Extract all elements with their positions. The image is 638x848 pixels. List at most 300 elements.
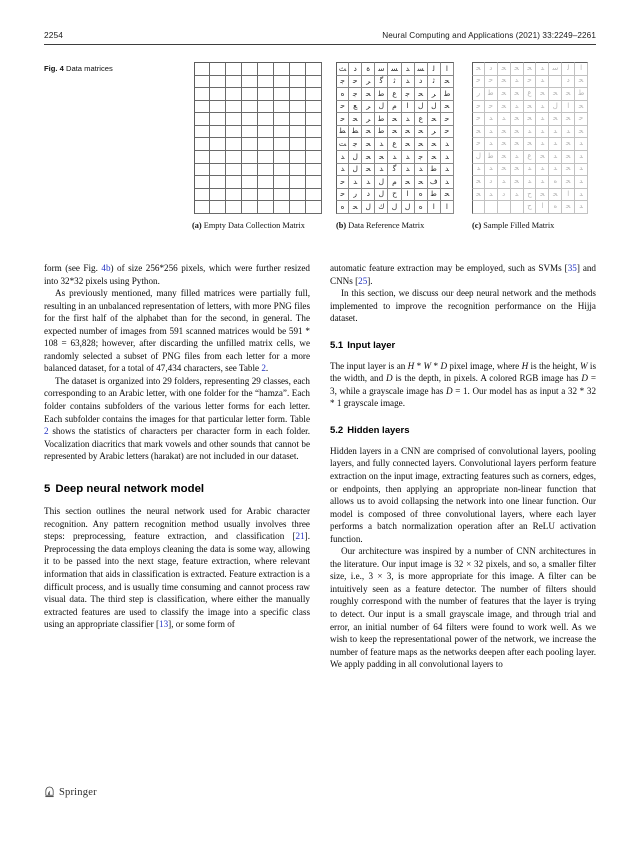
- matrix-cell: ﺤ: [549, 113, 562, 126]
- matrix-cell: ﺪ: [549, 151, 562, 164]
- matrix-cell: ﺤ: [362, 138, 375, 151]
- rpara3-d: pixel image, where: [447, 360, 522, 371]
- para4-part-c: ], or some form of: [168, 619, 235, 630]
- matrix-cell: ﺓ: [362, 62, 375, 76]
- para4-part-b: ]. Preprocessing the data employs cleaning the data is some way, allowing it to be passed into the next stage, feature extraction, where relevant information that aids in classification is extracted. Feature extraction is a difficult process, and is usually time consuming and cannot process raw visual data. The third step is classification, where either the manually extracted features are used to classify the image into a specific class using an appropriate classifier [: [44, 531, 310, 630]
- data-reference-matrix: [336, 62, 454, 214]
- matrix-cell: ﺤ: [511, 164, 524, 177]
- publisher-footer: [44, 786, 97, 798]
- matrix-cell: [194, 201, 210, 214]
- matrix-cell: ﻉ: [388, 88, 401, 101]
- matrix-cell: ﺛ: [388, 76, 401, 89]
- matrix-cell: ﺣ: [336, 101, 349, 114]
- matrix-cell: ﺩ: [485, 176, 498, 189]
- matrix-cell: [290, 151, 306, 164]
- matrix-cell: [210, 151, 226, 164]
- matrix-cell: ﺤ: [498, 88, 511, 101]
- matrix-cell: [274, 126, 290, 139]
- matrix-cell: [194, 88, 210, 101]
- matrix-cell: [290, 113, 306, 126]
- matrix-cell: ﺍ: [402, 189, 415, 202]
- matrix-cell: [274, 164, 290, 177]
- matrix-cell: ﺤ: [498, 101, 511, 114]
- matrix-cell: ﺮ: [362, 113, 375, 126]
- matrix-cell: ﺤ: [549, 189, 562, 202]
- matrix-cell: ﺪ: [441, 176, 454, 189]
- matrix-cell: ﺪ: [524, 176, 537, 189]
- matrix-cell: ﺪ: [402, 76, 415, 89]
- matrix-cell: ﺤ: [472, 126, 485, 139]
- matrix-cell: ﺪ: [402, 151, 415, 164]
- matrix-cell: ﺤ: [575, 101, 588, 114]
- matrix-cell: [306, 176, 322, 189]
- matrix-cell: [210, 113, 226, 126]
- matrix-cell: [274, 76, 290, 89]
- math-var-w2: W: [579, 360, 588, 371]
- matrix-cell: ﻝ: [375, 101, 388, 114]
- matrix-cell: ﻩ: [336, 201, 349, 214]
- matrix-cell: ﺤ: [362, 126, 375, 139]
- section-title-5: Deep neural network model: [55, 482, 205, 495]
- matrix-cell: ﺤ: [402, 126, 415, 139]
- matrix-cell: [290, 101, 306, 114]
- matrix-cell: [290, 189, 306, 202]
- matrix-cell: [194, 76, 210, 89]
- math-var-h2: H: [521, 360, 529, 371]
- matrix-cell: [194, 113, 210, 126]
- figure-cross-reference-4b[interactable]: 4b: [101, 263, 111, 273]
- matrix-cell: ﺟ: [402, 88, 415, 101]
- matrix-cell: [258, 164, 274, 177]
- section-title-5-2: Hidden layers: [347, 424, 410, 436]
- paragraph-filled-matrices: [44, 287, 310, 375]
- matrix-cell: ﺤ: [498, 138, 511, 151]
- matrix-cell: ﺪ: [498, 113, 511, 126]
- matrix-cell: ﺖ: [336, 138, 349, 151]
- matrix-cell: [258, 76, 274, 89]
- empty-data-collection-matrix: [194, 62, 322, 214]
- matrix-cell: ﺤ: [375, 151, 388, 164]
- panel-b-tag: (b): [336, 221, 347, 230]
- matrix-cell: ﺪ: [402, 164, 415, 177]
- matrix-cell: [290, 126, 306, 139]
- matrix-cell: ﺣ: [336, 189, 349, 202]
- matrix-cell: ﺪ: [485, 164, 498, 177]
- section-title-5-1: Input layer: [347, 339, 396, 351]
- paragraph-section-intro: In this section, we discuss our deep neural network and the methods implemented to improve the recognition performance on the Hijja dataset.: [330, 288, 596, 324]
- matrix-cell: ﺤ: [549, 88, 562, 101]
- matrix-cell: ﺪ: [402, 113, 415, 126]
- matrix-cell: ﺤ: [498, 126, 511, 139]
- panel-c-caption: [472, 220, 594, 232]
- matrix-cell: ﻝ: [402, 201, 415, 214]
- matrix-cell: ﺤ: [362, 88, 375, 101]
- matrix-cell: ﺤ: [511, 126, 524, 139]
- matrix-cell: [242, 62, 258, 76]
- matrix-cell: ﺤ: [511, 88, 524, 101]
- matrix-cell: ﺪ: [536, 113, 549, 126]
- matrix-cell: [306, 88, 322, 101]
- matrix-cell: ﺣ: [472, 101, 485, 114]
- journal-citation: Neural Computing and Applications (2021) 33:2249–2261: [382, 31, 596, 40]
- matrix-cell: ﺴ: [388, 62, 401, 76]
- para4-part-a: This section outlines the neural network used for Arabic character recognition. Any pattern recognition method usually involves three steps: preprocessing, feature extraction, and classification [: [44, 506, 310, 542]
- matrix-cell: ﻝ: [362, 201, 375, 214]
- matrix-cell: ﻉ: [415, 113, 428, 126]
- matrix-cell: ﺤ: [562, 176, 575, 189]
- matrix-cell: [226, 88, 242, 101]
- matrix-cell: [210, 189, 226, 202]
- matrix-cell: [226, 189, 242, 202]
- matrix-cell: ﻙ: [375, 201, 388, 214]
- matrix-cell: [306, 151, 322, 164]
- matrix-cell: [210, 201, 226, 214]
- panel-b: [336, 62, 470, 232]
- matrix-cell: ﺍ: [562, 189, 575, 202]
- matrix-cell: ﺪ: [511, 101, 524, 114]
- matrix-cell: [274, 176, 290, 189]
- matrix-cell: ﻝ: [375, 176, 388, 189]
- matrix-cell: ﺴ: [415, 62, 428, 76]
- para1-part-a: form (see Fig.: [44, 263, 102, 273]
- panel-a-tag: (a): [192, 221, 202, 230]
- matrix-cell: [274, 113, 290, 126]
- matrix-cell: ﺪ: [536, 138, 549, 151]
- matrix-cell: [226, 62, 242, 76]
- matrix-cell: ﺪ: [536, 101, 549, 114]
- matrix-cell: ﺤ: [441, 101, 454, 114]
- matrix-cell: ﺮ: [428, 88, 441, 101]
- matrix-cell: [242, 101, 258, 114]
- matrix-cell: [242, 126, 258, 139]
- matrix-cell: [194, 138, 210, 151]
- matrix-cell: [210, 126, 226, 139]
- panel-b-caption-text: Data Reference Matrix: [348, 221, 425, 230]
- matrix-cell: ﺤ: [536, 189, 549, 202]
- matrix-cell: ﺪ: [375, 164, 388, 177]
- matrix-cell: ﻝ: [349, 164, 362, 177]
- matrix-cell: ﺤ: [415, 176, 428, 189]
- matrix-cell: [226, 164, 242, 177]
- matrix-cell: [274, 62, 290, 76]
- matrix-cell: [258, 201, 274, 214]
- springer-knight-icon: [44, 786, 55, 798]
- matrix-cell: [549, 76, 562, 89]
- matrix-cell: ﻃ: [375, 126, 388, 139]
- matrix-cell: ﺪ: [575, 164, 588, 177]
- matrix-cell: [306, 62, 322, 76]
- matrix-cell: ﺩ: [562, 76, 575, 89]
- matrix-cell: ﻁ: [575, 88, 588, 101]
- matrix-cell: ﺣ: [336, 113, 349, 126]
- matrix-cell: [290, 88, 306, 101]
- matrix-cell: ﻑ: [428, 176, 441, 189]
- section-number-5-1: 5.1: [330, 339, 344, 351]
- matrix-cell: ﺣ: [575, 113, 588, 126]
- matrix-cell: ﺳ: [549, 62, 562, 76]
- matrix-cell: ﺍ: [536, 201, 549, 214]
- matrix-cell: ﺩ: [498, 189, 511, 202]
- panel-c-caption-text: Sample Filled Matrix: [483, 221, 555, 230]
- matrix-cell: ﻁ: [441, 88, 454, 101]
- table-cross-reference-2b[interactable]: 2: [44, 426, 49, 437]
- page-number: 2254: [44, 30, 64, 40]
- matrix-cell: ﺍ: [575, 62, 588, 76]
- matrix-cell: [258, 88, 274, 101]
- matrix-cell: ﺤ: [524, 138, 537, 151]
- matrix-cell: ﺤ: [536, 151, 549, 164]
- matrix-cell: ﺪ: [536, 126, 549, 139]
- panel-c-tag: (c): [472, 221, 482, 230]
- matrix-cell: [226, 138, 242, 151]
- matrix-cell: ﺩ: [349, 62, 362, 76]
- rpara3-c: *: [431, 360, 441, 371]
- header-rule: [44, 44, 596, 45]
- matrix-cell: ﺣ: [472, 138, 485, 151]
- matrix-cell: ﺤ: [472, 62, 485, 76]
- para2-part-b: .: [265, 363, 269, 374]
- figure-panels: [192, 62, 596, 232]
- matrix-cell: ﺪ: [575, 151, 588, 164]
- matrix-cell: [194, 176, 210, 189]
- matrix-cell: ﺪ: [485, 126, 498, 139]
- matrix-cell: ﺤ: [362, 164, 375, 177]
- matrix-cell: [258, 62, 274, 76]
- publisher-name: Springer: [59, 786, 97, 798]
- matrix-cell: ﻟ: [428, 62, 441, 76]
- matrix-cell: ﻉ: [524, 88, 537, 101]
- matrix-cell: ﺪ: [375, 138, 388, 151]
- matrix-cell: [258, 138, 274, 151]
- matrix-cell: ﺤ: [472, 176, 485, 189]
- matrix-cell: [242, 189, 258, 202]
- para3-part-a: The dataset is organized into 29 folders, representing 29 classes, each corresponding to an Arabic letter, with one folder for the “hamza”. Each folder contains subfolders of the various letter forms for each letter. Each subfolder contains the images for that particular letter form. Table: [44, 375, 310, 424]
- matrix-cell: [258, 113, 274, 126]
- matrix-cell: ﺤ: [388, 113, 401, 126]
- citation-21[interactable]: 21: [295, 531, 305, 542]
- matrix-cell: [511, 201, 524, 214]
- matrix-cell: [226, 113, 242, 126]
- matrix-cell: ﺣ: [336, 176, 349, 189]
- matrix-cell: ﺛ: [428, 76, 441, 89]
- matrix-cell: ﺤ: [524, 62, 537, 76]
- para3-part-b: shows the statistics of characters per character form in each folder. Vocalization diacritics that mark vowels and other sounds that cannot be represented by Arabic letters (harakat) are not included in our dataset.: [44, 426, 310, 462]
- matrix-cell: [274, 151, 290, 164]
- running-head: [44, 30, 596, 40]
- matrix-cell: [306, 138, 322, 151]
- matrix-cell: ﺡ: [524, 201, 537, 214]
- citation-25[interactable]: 25: [358, 275, 368, 286]
- matrix-cell: ﺤ: [575, 76, 588, 89]
- matrix-cell: [226, 126, 242, 139]
- matrix-cell: [498, 201, 511, 214]
- matrix-cell: ﺟ: [336, 76, 349, 89]
- rpara3-b: *: [414, 360, 424, 371]
- matrix-cell: [306, 189, 322, 202]
- matrix-cell: ﺍ: [441, 62, 454, 76]
- matrix-cell: ﺤ: [428, 138, 441, 151]
- math-var-d3: D: [581, 373, 588, 384]
- matrix-cell: ﻩ: [549, 176, 562, 189]
- paragraph-architecture: Our architecture was inspired by a number of CNN architectures in the literature. Our input image is 32 × 32 pixels, and so, a smaller filter size, i.e., 3 × 3, is more appropriate for this image. A filter can be intuitively seen as a feature detector. The number of filters should roughly correspond with the number of features that the layer is trying to detect. Our input is a small grayscale image, and through trial and error, an initial number of 64 filters were found to work well. As we wish to keep the representational power of the network, we increase the number of feature maps as the networks deepen after each pooling layer. We apply padding in all convolutional layers to: [330, 546, 596, 670]
- rpara1-part-b: ] and CNNs [: [330, 263, 596, 286]
- matrix-cell: ﻄ: [336, 126, 349, 139]
- matrix-cell: [306, 164, 322, 177]
- matrix-cell: [274, 101, 290, 114]
- matrix-cell: ﺤ: [349, 113, 362, 126]
- matrix-cell: ﻃ: [428, 164, 441, 177]
- matrix-cell: [210, 101, 226, 114]
- matrix-cell: ﺪ: [575, 189, 588, 202]
- rpara3-f: is the width, and: [330, 360, 596, 384]
- matrix-cell: ﺪ: [549, 126, 562, 139]
- matrix-cell: [274, 88, 290, 101]
- matrix-cell: ﺩ: [415, 76, 428, 89]
- matrix-cell: ﻝ: [349, 151, 362, 164]
- math-var-d4: D: [445, 385, 453, 396]
- matrix-cell: ﺤ: [415, 88, 428, 101]
- matrix-cell: [290, 201, 306, 214]
- matrix-cell: ﺪ: [441, 151, 454, 164]
- matrix-cell: ﺪ: [336, 164, 349, 177]
- matrix-cell: [194, 151, 210, 164]
- panel-a-caption: [192, 220, 322, 232]
- math-var-d2: D: [386, 373, 393, 384]
- figure-label: Fig. 4: [44, 64, 64, 73]
- matrix-cell: [194, 101, 210, 114]
- matrix-cell: ﺤ: [511, 176, 524, 189]
- matrix-cell: [258, 151, 274, 164]
- matrix-cell: ﻝ: [428, 101, 441, 114]
- citation-13[interactable]: 13: [159, 619, 169, 630]
- panel-b-caption: [336, 220, 462, 232]
- rpara3-g: is the depth, in pixels. A colored RGB image has: [392, 373, 582, 384]
- rpara3-a: The input layer is an: [330, 360, 408, 371]
- para1-part-b: ) of size 256*256 pixels, which were further resized into 32*32 pixels using Python.: [44, 263, 310, 286]
- matrix-cell: ﺤ: [562, 201, 575, 214]
- matrix-cell: ﺪ: [536, 62, 549, 76]
- matrix-cell: ﺟ: [415, 151, 428, 164]
- matrix-cell: ﺤ: [362, 151, 375, 164]
- matrix-cell: ﺤ: [415, 126, 428, 139]
- matrix-cell: [210, 138, 226, 151]
- matrix-cell: [226, 151, 242, 164]
- matrix-cell: ﺤ: [441, 189, 454, 202]
- matrix-cell: ﺳ: [375, 62, 388, 76]
- matrix-cell: ﺪ: [441, 138, 454, 151]
- math-var-h1: H: [407, 360, 415, 371]
- matrix-cell: [242, 138, 258, 151]
- matrix-cell: [472, 201, 485, 214]
- matrix-cell: ﮔ: [375, 76, 388, 89]
- matrix-cell: ﺪ: [549, 164, 562, 177]
- sample-filled-matrix: [472, 62, 588, 214]
- matrix-cell: ﺮ: [362, 101, 375, 114]
- matrix-cell: ﻡ: [388, 101, 401, 114]
- matrix-cell: [226, 176, 242, 189]
- matrix-cell: ﺪ: [485, 189, 498, 202]
- matrix-cell: ﺤ: [388, 126, 401, 139]
- matrix-cell: ﺚ: [336, 62, 349, 76]
- matrix-cell: ﺮ: [428, 126, 441, 139]
- matrix-cell: ﺩ: [485, 62, 498, 76]
- table-cross-reference-2[interactable]: 2: [261, 363, 266, 374]
- matrix-cell: ﺪ: [549, 138, 562, 151]
- matrix-cell: ﺪ: [511, 151, 524, 164]
- matrix-cell: ﺪ: [562, 126, 575, 139]
- matrix-cell: ﺟ: [349, 138, 362, 151]
- matrix-cell: ﺤ: [562, 138, 575, 151]
- matrix-cell: ﺪ: [511, 189, 524, 202]
- matrix-cell: ﻝ: [549, 101, 562, 114]
- matrix-cell: ﺤ: [524, 101, 537, 114]
- section-number-5: 5: [44, 482, 51, 495]
- matrix-cell: ﺣ: [485, 76, 498, 89]
- matrix-cell: [274, 138, 290, 151]
- matrix-cell: [258, 176, 274, 189]
- matrix-cell: ﺩ: [362, 189, 375, 202]
- matrix-cell: [210, 76, 226, 89]
- matrix-cell: ﻡ: [388, 176, 401, 189]
- matrix-cell: ﺤ: [524, 113, 537, 126]
- matrix-cell: ﺣ: [472, 113, 485, 126]
- matrix-cell: [290, 76, 306, 89]
- matrix-cell: ﺪ: [575, 201, 588, 214]
- panel-c: [472, 62, 596, 232]
- matrix-cell: [306, 113, 322, 126]
- matrix-cell: [242, 113, 258, 126]
- matrix-cell: [242, 201, 258, 214]
- matrix-cell: ﻝ: [375, 189, 388, 202]
- matrix-cell: ﺡ: [388, 189, 401, 202]
- matrix-cell: ﺍ: [402, 101, 415, 114]
- matrix-cell: [290, 138, 306, 151]
- matrix-cell: ﺣ: [472, 76, 485, 89]
- panel-a: [192, 62, 332, 232]
- matrix-cell: [290, 62, 306, 76]
- matrix-cell: ﺤ: [498, 164, 511, 177]
- matrix-cell: ﺪ: [388, 151, 401, 164]
- matrix-cell: ﻉ: [524, 151, 537, 164]
- matrix-cell: ﻃ: [375, 88, 388, 101]
- matrix-cell: ﺤ: [575, 126, 588, 139]
- matrix-cell: ﺪ: [524, 164, 537, 177]
- matrix-cell: ﺤ: [428, 151, 441, 164]
- matrix-cell: [306, 201, 322, 214]
- matrix-cell: ﺪ: [472, 164, 485, 177]
- matrix-cell: ﺤ: [402, 176, 415, 189]
- matrix-cell: [226, 76, 242, 89]
- matrix-cell: ﻝ: [415, 101, 428, 114]
- matrix-cell: ﻩ: [549, 201, 562, 214]
- matrix-cell: ﻩ: [336, 88, 349, 101]
- matrix-cell: ﮔ: [388, 164, 401, 177]
- matrix-cell: [194, 164, 210, 177]
- matrix-cell: ﺪ: [575, 138, 588, 151]
- citation-35[interactable]: 35: [567, 263, 577, 273]
- matrix-cell: [485, 201, 498, 214]
- figure-caption-head: [44, 64, 184, 74]
- matrix-cell: ﺤ: [349, 201, 362, 214]
- matrix-cell: ﺪ: [336, 151, 349, 164]
- rpara1-part-a: automatic feature extraction may be employed, such as SVMs [: [330, 263, 568, 273]
- matrix-cell: ﺡ: [524, 189, 537, 202]
- matrix-cell: ﺪ: [498, 176, 511, 189]
- matrix-cell: ﺮ: [362, 76, 375, 89]
- matrix-cell: ﻩ: [415, 201, 428, 214]
- matrix-cell: ﺪ: [441, 164, 454, 177]
- matrix-cell: [274, 201, 290, 214]
